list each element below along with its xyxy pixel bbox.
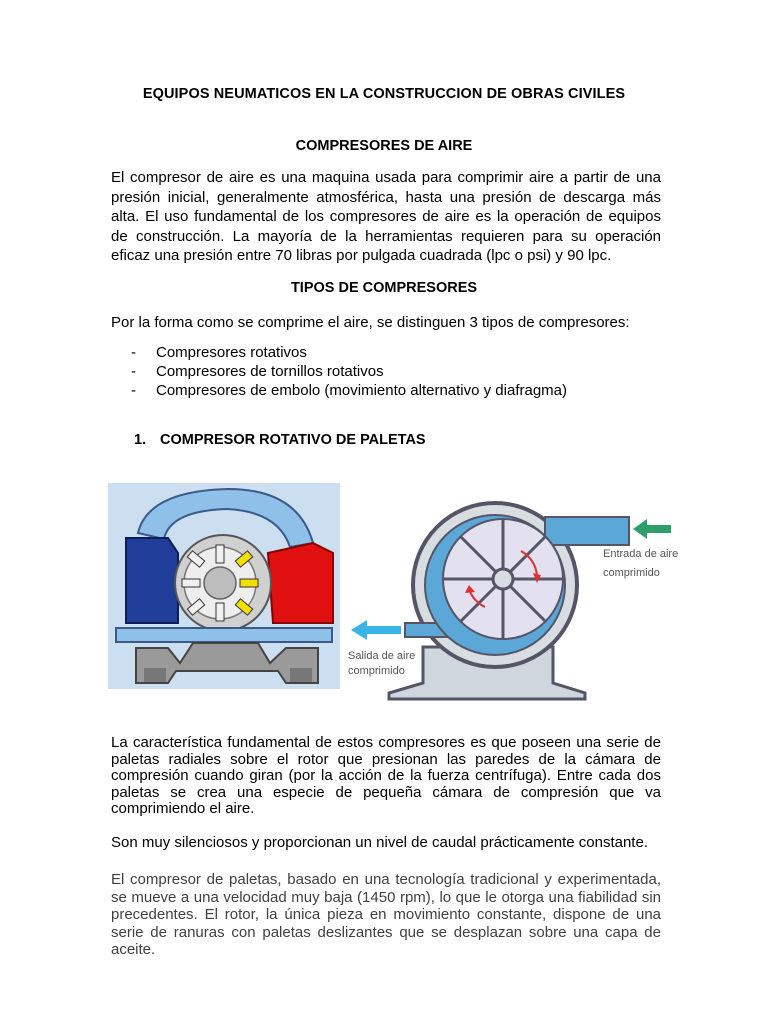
section-number: 1. bbox=[134, 432, 147, 448]
silent-paragraph: Son muy silenciosos y proporcionan un nivel de caudal prácticamente constante. bbox=[111, 834, 648, 851]
vane-compressor-schematic-figure bbox=[345, 497, 680, 702]
types-intro-paragraph: Por la forma como se comprime el aire, se distinguen 3 tipos de compresores: bbox=[111, 314, 630, 331]
inlet-label-line2: comprimido bbox=[603, 567, 660, 579]
types-heading: TIPOS DE COMPRESORES bbox=[290, 280, 478, 296]
section-heading-compressors: COMPRESORES DE AIRE bbox=[295, 138, 473, 154]
vane-compressor-cross-section-figure bbox=[108, 483, 340, 689]
list-item-text: Compresores rotativos bbox=[156, 344, 307, 361]
list-item: - Compresores de embolo (movimiento alternativo y diafragma) bbox=[131, 382, 568, 399]
inlet-label-line1: Entrada de aire bbox=[603, 548, 679, 560]
section-1-heading bbox=[134, 432, 426, 448]
list-item: - Compresores rotativos bbox=[131, 344, 307, 361]
inlet-arrow-icon bbox=[633, 519, 671, 539]
list-item-text: Compresores de tornillos rotativos bbox=[156, 363, 384, 380]
compressor-types-list bbox=[111, 343, 567, 400]
outlet-label-line1: Salida de aire bbox=[348, 650, 416, 662]
list-item-text: Compresores de embolo (movimiento alternativo y diafragma) bbox=[156, 382, 568, 399]
outlet-arrow-icon bbox=[351, 620, 401, 640]
intro-paragraph: El compresor de aire es una maquina usada para comprimir aire a partir de una presión inicial, generalmente atmosférica, hasta una presión de descarga más alta. El uso fundamental de los compresores de aire es la operación de equipos de construcción. La mayoría de la herramientas requieren para su operación eficaz una presión entre 70 libras por pulgada cuadrada (lpc o psi) y 90 lpc. bbox=[111, 169, 661, 264]
list-item: - Compresores de tornillos rotativos bbox=[131, 363, 384, 380]
characteristic-paragraph: La característica fundamental de estos compresores es que poseen una serie de paletas radiales sobre el rotor que presionan las paredes de la cámara de compresión cuando giran (por la acción de la fuerza centrífuga). Entre cada dos paletas se crea una especie de pequeña cámara de compresión que va comprimiendo el aire. bbox=[111, 734, 661, 817]
vane-description-paragraph: El compresor de paletas, basado en una tecnología tradicional y experimentada, se mueve a una velocidad muy baja (1450 rpm), lo que le otorga una fiabilidad sin precedentes. El rotor, la única pieza en movimiento constante, dispone de una serie de ranuras con paletas deslizantes que se desplazan sobre una capa de aceite. bbox=[111, 871, 661, 958]
section-title: COMPRESOR ROTATIVO DE PALETAS bbox=[160, 432, 426, 448]
document-title: EQUIPOS NEUMATICOS EN LA CONSTRUCCION DE OBRAS CIVILES bbox=[142, 86, 626, 102]
outlet-label-line2: comprimido bbox=[348, 665, 405, 677]
